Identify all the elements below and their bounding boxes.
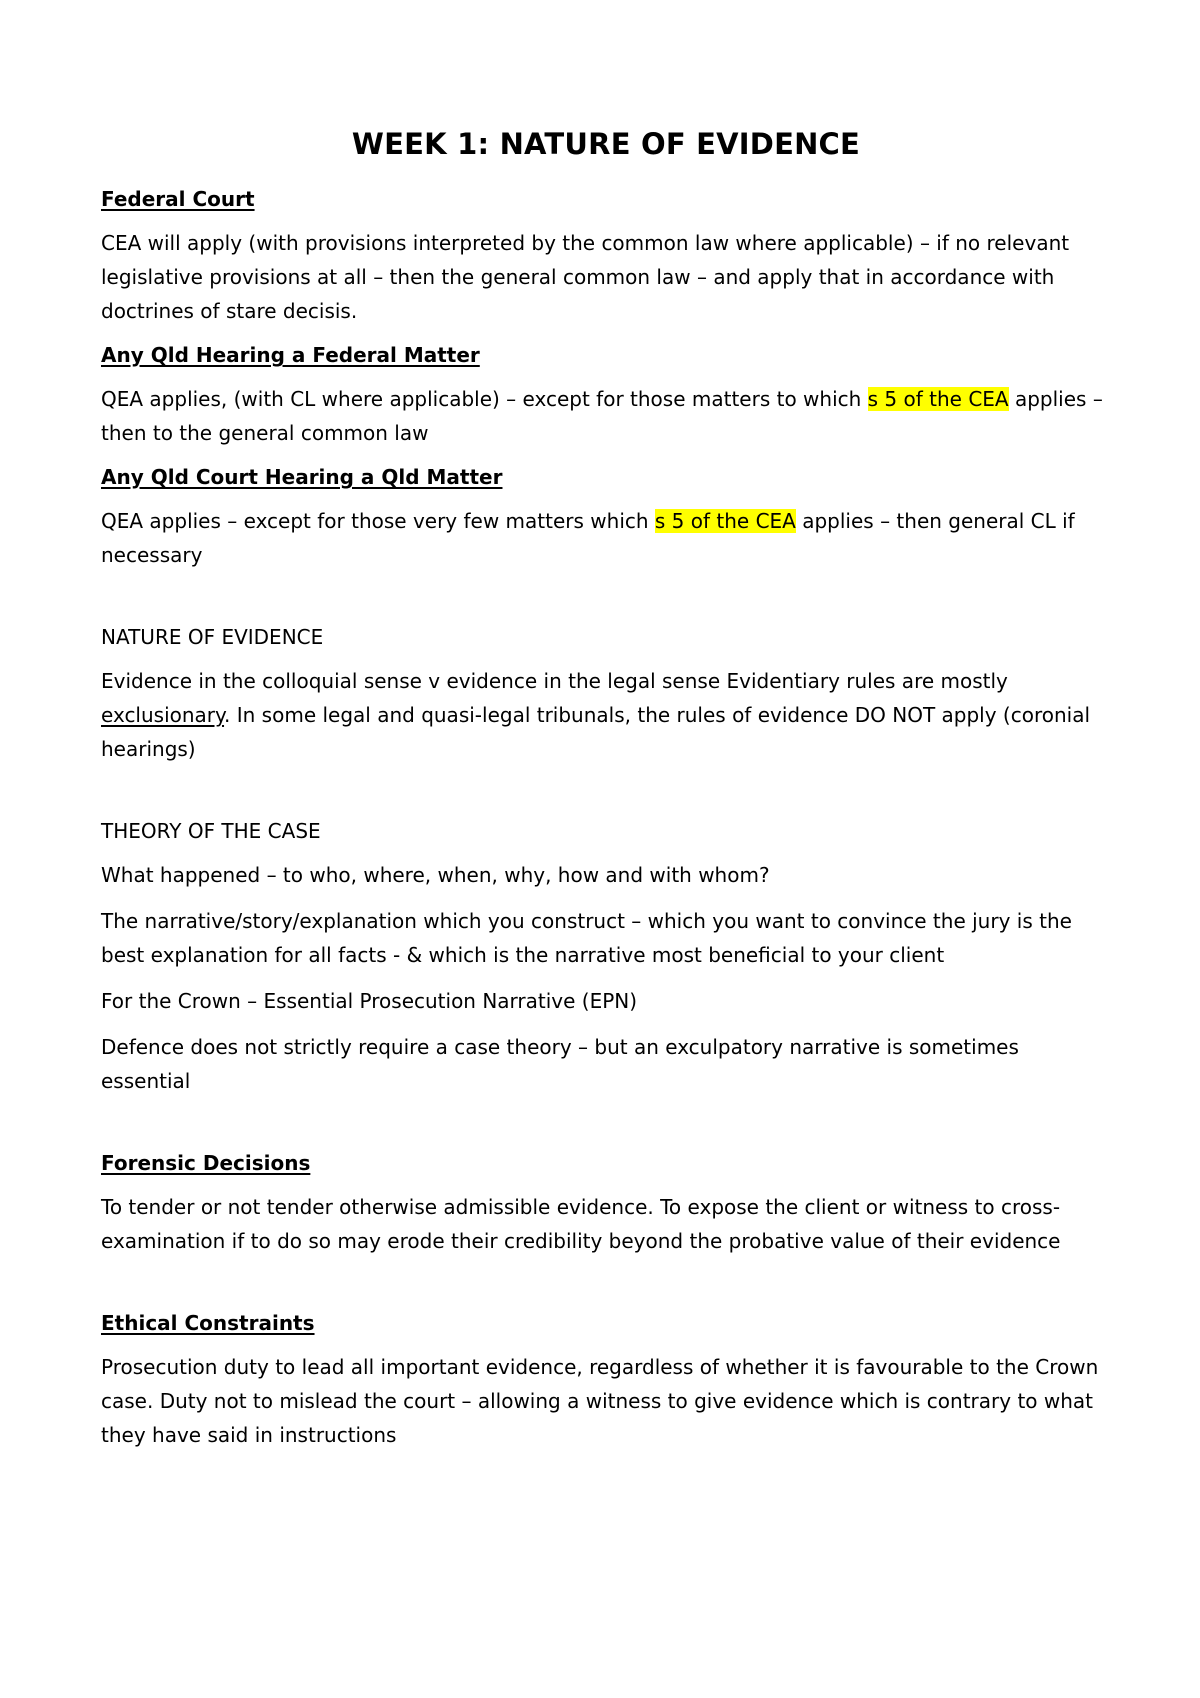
highlighted-text: s 5 of the CEA	[867, 387, 1009, 411]
paragraph-qld-court-qld-matter	[101, 504, 1111, 572]
paragraph-theory-3: For the Crown – Essential Prosecution Narrative (EPN)	[101, 989, 638, 1013]
spacer	[101, 1270, 1111, 1308]
heading-ethical-constraints: Ethical Constraints	[101, 1311, 315, 1335]
heading-federal-court: Federal Court	[101, 187, 255, 211]
paragraph-theory-4: Defence does not strictly require a case theory – but an exculpatory narrative is sometimes essential	[101, 1035, 1019, 1093]
text-segment: applies – then to the general common law	[101, 387, 1103, 445]
spacer	[101, 584, 1111, 622]
text-segment: Evidence in the colloquial sense v evidence in the legal sense Evidentiary rules are mostly	[101, 669, 1008, 693]
text-segment: applies – then general CL if necessary	[101, 509, 1075, 567]
paragraph-theory-1: What happened – to who, where, when, why, how and with whom?	[101, 863, 770, 887]
spacer	[101, 1110, 1111, 1148]
text-segment: QEA applies, (with CL where applicable) – except for those matters to which	[101, 387, 868, 411]
document-body	[101, 126, 1111, 1464]
spacer	[101, 778, 1111, 816]
heading-theory-of-the-case: THEORY OF THE CASE	[101, 819, 321, 843]
heading-nature-of-evidence: NATURE OF EVIDENCE	[101, 625, 324, 649]
heading-qld-hearing-federal-matter: Any Qld Hearing a Federal Matter	[101, 343, 480, 367]
highlighted-text: s 5 of the CEA	[654, 509, 796, 533]
paragraph-theory-2: The narrative/story/explanation which you construct – which you want to convince the jury is the best explanation for all facts - & which is the narrative most beneficial to your client	[101, 909, 1072, 967]
underlined-text: exclusionary	[101, 703, 225, 727]
heading-forensic-decisions: Forensic Decisions	[101, 1151, 311, 1175]
paragraph-qld-hearing-federal-matter	[101, 382, 1111, 450]
paragraph-nature-of-evidence	[101, 664, 1111, 766]
text-segment: . In some legal and quasi-legal tribunals, the rules of evidence DO NOT apply (coronial hearings)	[101, 703, 1091, 761]
text-segment: QEA applies – except for those very few matters which	[101, 509, 655, 533]
paragraph-forensic-decisions: To tender or not tender otherwise admissible evidence. To expose the client or witness to cross-examination if to do so may erode their credibility beyond the probative value of their evidence	[101, 1195, 1061, 1253]
document-title: WEEK 1: NATURE OF EVIDENCE	[351, 127, 861, 161]
paragraph-federal-court: CEA will apply (with provisions interpreted by the common law where applicable) – if no relevant legislative provisions at all – then the general common law – and apply that in accordance with doctrines of stare decisis.	[101, 231, 1070, 323]
paragraph-ethical-constraints: Prosecution duty to lead all important evidence, regardless of whether it is favourable to the Crown case. Duty not to mislead the court – allowing a witness to give evidence which is contrary to what they have said in instructions	[101, 1355, 1099, 1447]
heading-qld-court-qld-matter: Any Qld Court Hearing a Qld Matter	[101, 465, 503, 489]
